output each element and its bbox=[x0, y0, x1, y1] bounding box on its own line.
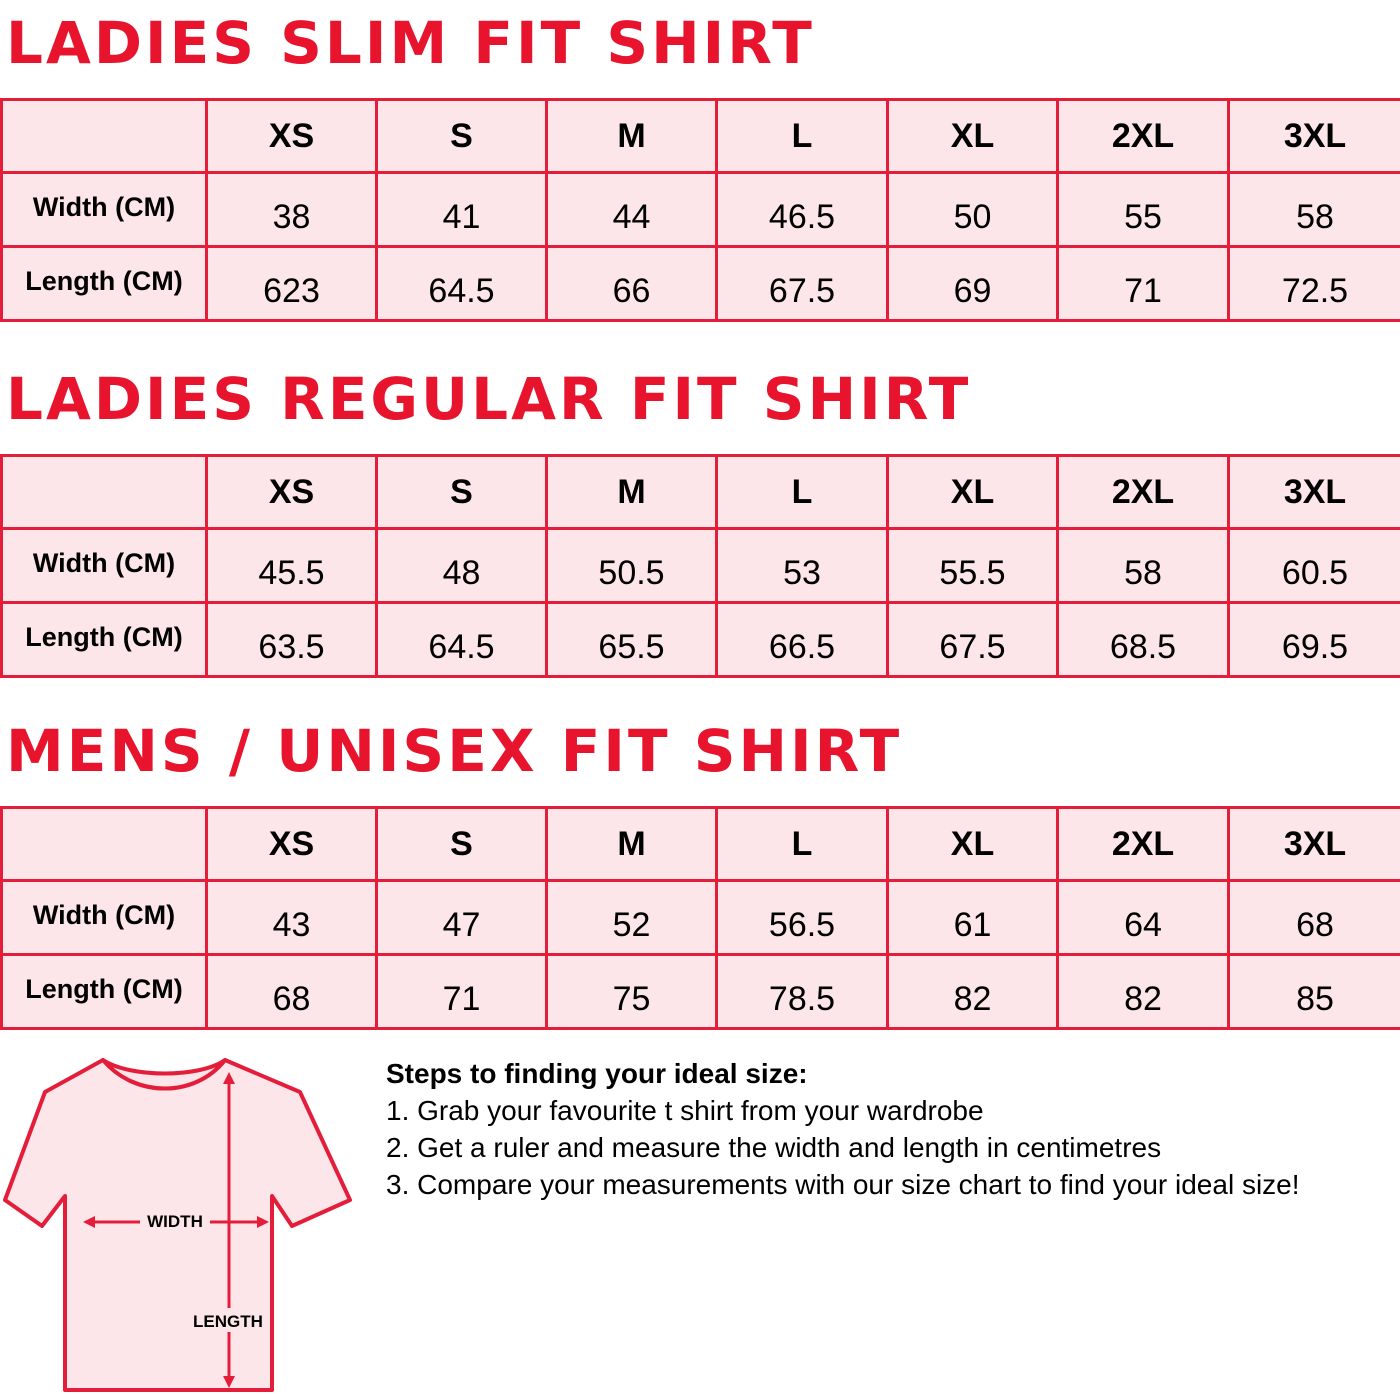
length-value: 64.5 bbox=[428, 628, 495, 666]
width-value: 38 bbox=[272, 198, 311, 236]
length-value: 65.5 bbox=[598, 628, 665, 666]
length-cell bbox=[888, 603, 1058, 677]
size-header: L bbox=[717, 808, 888, 881]
length-value: 71 bbox=[1124, 272, 1162, 310]
length-value: 72.5 bbox=[1281, 272, 1349, 310]
width-value: 46.5 bbox=[768, 198, 836, 236]
width-value: 64 bbox=[1124, 906, 1162, 944]
size-header: L bbox=[717, 456, 888, 529]
length-value: 68 bbox=[272, 980, 311, 1018]
size-header: XL bbox=[888, 100, 1058, 173]
size-header: 2XL bbox=[1058, 456, 1229, 529]
row-label-text: Width (CM) bbox=[32, 192, 176, 222]
width-cell bbox=[207, 173, 377, 247]
length-cell bbox=[1229, 247, 1400, 321]
step-item: 2. Get a ruler and measure the width and length in centimetres bbox=[386, 1132, 1162, 1163]
row-label-text: Length (CM) bbox=[25, 266, 183, 296]
size-table-mens-unisex bbox=[0, 806, 1400, 1030]
length-value: 63.5 bbox=[258, 628, 325, 666]
width-cell bbox=[1229, 173, 1400, 247]
length-value: 75 bbox=[612, 980, 651, 1018]
size-header: S bbox=[377, 808, 547, 881]
width-value: 58 bbox=[1296, 198, 1334, 236]
length-value: 623 bbox=[263, 272, 320, 310]
corner-cell bbox=[2, 808, 207, 881]
length-value: 69.5 bbox=[1281, 628, 1349, 666]
length-value: 82 bbox=[953, 980, 992, 1018]
width-value: 56.5 bbox=[768, 906, 836, 944]
length-value: 66.5 bbox=[768, 628, 836, 666]
width-value: 47 bbox=[442, 906, 481, 944]
length-cell bbox=[207, 955, 377, 1029]
size-header: S bbox=[377, 456, 547, 529]
width-value: 50 bbox=[953, 198, 992, 236]
width-value: 53 bbox=[783, 554, 821, 592]
length-row bbox=[2, 955, 1400, 1029]
length-cell bbox=[547, 955, 717, 1029]
length-value: 85 bbox=[1296, 980, 1334, 1018]
row-label bbox=[2, 247, 207, 321]
width-value: 61 bbox=[953, 906, 992, 944]
length-cell bbox=[717, 603, 888, 677]
size-table-ladies-slim bbox=[0, 98, 1400, 322]
section-title-ladies-slim: LADIES SLIM FIT SHIRT bbox=[6, 9, 815, 77]
size-header: M bbox=[547, 456, 717, 529]
length-cell bbox=[717, 955, 888, 1029]
width-value: 68 bbox=[1296, 906, 1334, 944]
size-header: 2XL bbox=[1058, 808, 1229, 881]
width-value: 55 bbox=[1124, 198, 1162, 236]
width-cell bbox=[207, 881, 377, 955]
length-value: 71 bbox=[442, 980, 481, 1018]
length-value: 66 bbox=[612, 272, 651, 310]
size-header: XL bbox=[888, 456, 1058, 529]
row-label-text: Width (CM) bbox=[32, 900, 176, 930]
width-row bbox=[2, 881, 1400, 955]
size-header-row bbox=[2, 808, 1400, 881]
length-value: 67.5 bbox=[768, 272, 836, 310]
size-header: 3XL bbox=[1229, 808, 1400, 881]
width-row bbox=[2, 529, 1400, 603]
width-cell bbox=[547, 881, 717, 955]
size-header: S bbox=[377, 100, 547, 173]
row-label-text: Length (CM) bbox=[25, 974, 183, 1004]
width-value: 55.5 bbox=[939, 554, 1006, 592]
length-cell bbox=[888, 247, 1058, 321]
width-cell bbox=[1229, 881, 1400, 955]
corner-cell bbox=[2, 100, 207, 173]
width-cell bbox=[888, 881, 1058, 955]
section-title-ladies-regular: LADIES REGULAR FIT SHIRT bbox=[6, 365, 972, 433]
section-title-mens-unisex: MENS / UNISEX FIT SHIRT bbox=[6, 717, 903, 785]
length-cell bbox=[888, 955, 1058, 1029]
length-row bbox=[2, 603, 1400, 677]
length-cell bbox=[1058, 603, 1229, 677]
row-label bbox=[2, 173, 207, 247]
steps-title: Steps to finding your ideal size: bbox=[386, 1058, 808, 1089]
length-cell bbox=[1058, 955, 1229, 1029]
row-label bbox=[2, 529, 207, 603]
size-header: M bbox=[547, 808, 717, 881]
size-header: 3XL bbox=[1229, 100, 1400, 173]
sizing-steps bbox=[386, 1055, 1300, 1203]
row-label-text: Length (CM) bbox=[25, 622, 183, 652]
size-header: M bbox=[547, 100, 717, 173]
length-value: 82 bbox=[1124, 980, 1162, 1018]
width-value: 52 bbox=[612, 906, 651, 944]
width-value: 44 bbox=[612, 198, 651, 236]
width-value: 58 bbox=[1124, 554, 1162, 592]
width-cell bbox=[377, 881, 547, 955]
size-header: 2XL bbox=[1058, 100, 1229, 173]
width-cell bbox=[717, 173, 888, 247]
size-header-row bbox=[2, 456, 1400, 529]
width-cell bbox=[1229, 529, 1400, 603]
size-table-ladies-regular bbox=[0, 454, 1400, 678]
corner-cell bbox=[2, 456, 207, 529]
length-cell bbox=[377, 603, 547, 677]
width-cell bbox=[717, 881, 888, 955]
row-label bbox=[2, 955, 207, 1029]
row-label bbox=[2, 881, 207, 955]
width-cell bbox=[547, 529, 717, 603]
step-item: 3. Compare your measurements with our size chart to find your ideal size! bbox=[386, 1169, 1300, 1200]
width-value: 50.5 bbox=[598, 554, 665, 592]
width-row bbox=[2, 173, 1400, 247]
length-cell bbox=[207, 603, 377, 677]
width-cell bbox=[1058, 529, 1229, 603]
width-cell bbox=[1058, 881, 1229, 955]
length-value: 69 bbox=[953, 272, 992, 310]
size-header: XL bbox=[888, 808, 1058, 881]
length-cell bbox=[1058, 247, 1229, 321]
length-cell bbox=[1229, 603, 1400, 677]
width-value: 45.5 bbox=[258, 554, 325, 592]
tshirt-measurement-diagram bbox=[0, 1050, 360, 1394]
length-value: 78.5 bbox=[768, 980, 836, 1018]
length-row bbox=[2, 247, 1400, 321]
length-label: LENGTH bbox=[193, 1312, 263, 1331]
length-cell bbox=[717, 247, 888, 321]
width-cell bbox=[717, 529, 888, 603]
width-value: 43 bbox=[272, 906, 311, 944]
size-header: 3XL bbox=[1229, 456, 1400, 529]
width-cell bbox=[888, 529, 1058, 603]
width-value: 41 bbox=[442, 198, 481, 236]
length-cell bbox=[547, 247, 717, 321]
length-cell bbox=[377, 247, 547, 321]
size-header: XS bbox=[207, 100, 377, 173]
length-cell bbox=[377, 955, 547, 1029]
width-cell bbox=[377, 173, 547, 247]
length-value: 64.5 bbox=[428, 272, 495, 310]
length-value: 68.5 bbox=[1109, 628, 1177, 666]
width-value: 48 bbox=[442, 554, 481, 592]
length-cell bbox=[547, 603, 717, 677]
width-cell bbox=[547, 173, 717, 247]
width-cell bbox=[1058, 173, 1229, 247]
size-header-row bbox=[2, 100, 1400, 173]
width-cell bbox=[888, 173, 1058, 247]
width-cell bbox=[207, 529, 377, 603]
width-value: 60.5 bbox=[1281, 554, 1349, 592]
width-label: WIDTH bbox=[147, 1212, 203, 1231]
size-header: XS bbox=[207, 808, 377, 881]
size-header: L bbox=[717, 100, 888, 173]
length-value: 67.5 bbox=[939, 628, 1006, 666]
width-cell bbox=[377, 529, 547, 603]
row-label bbox=[2, 603, 207, 677]
size-header: XS bbox=[207, 456, 377, 529]
length-cell bbox=[207, 247, 377, 321]
row-label-text: Width (CM) bbox=[32, 548, 176, 578]
step-item: 1. Grab your favourite t shirt from your wardrobe bbox=[386, 1095, 984, 1126]
length-cell bbox=[1229, 955, 1400, 1029]
